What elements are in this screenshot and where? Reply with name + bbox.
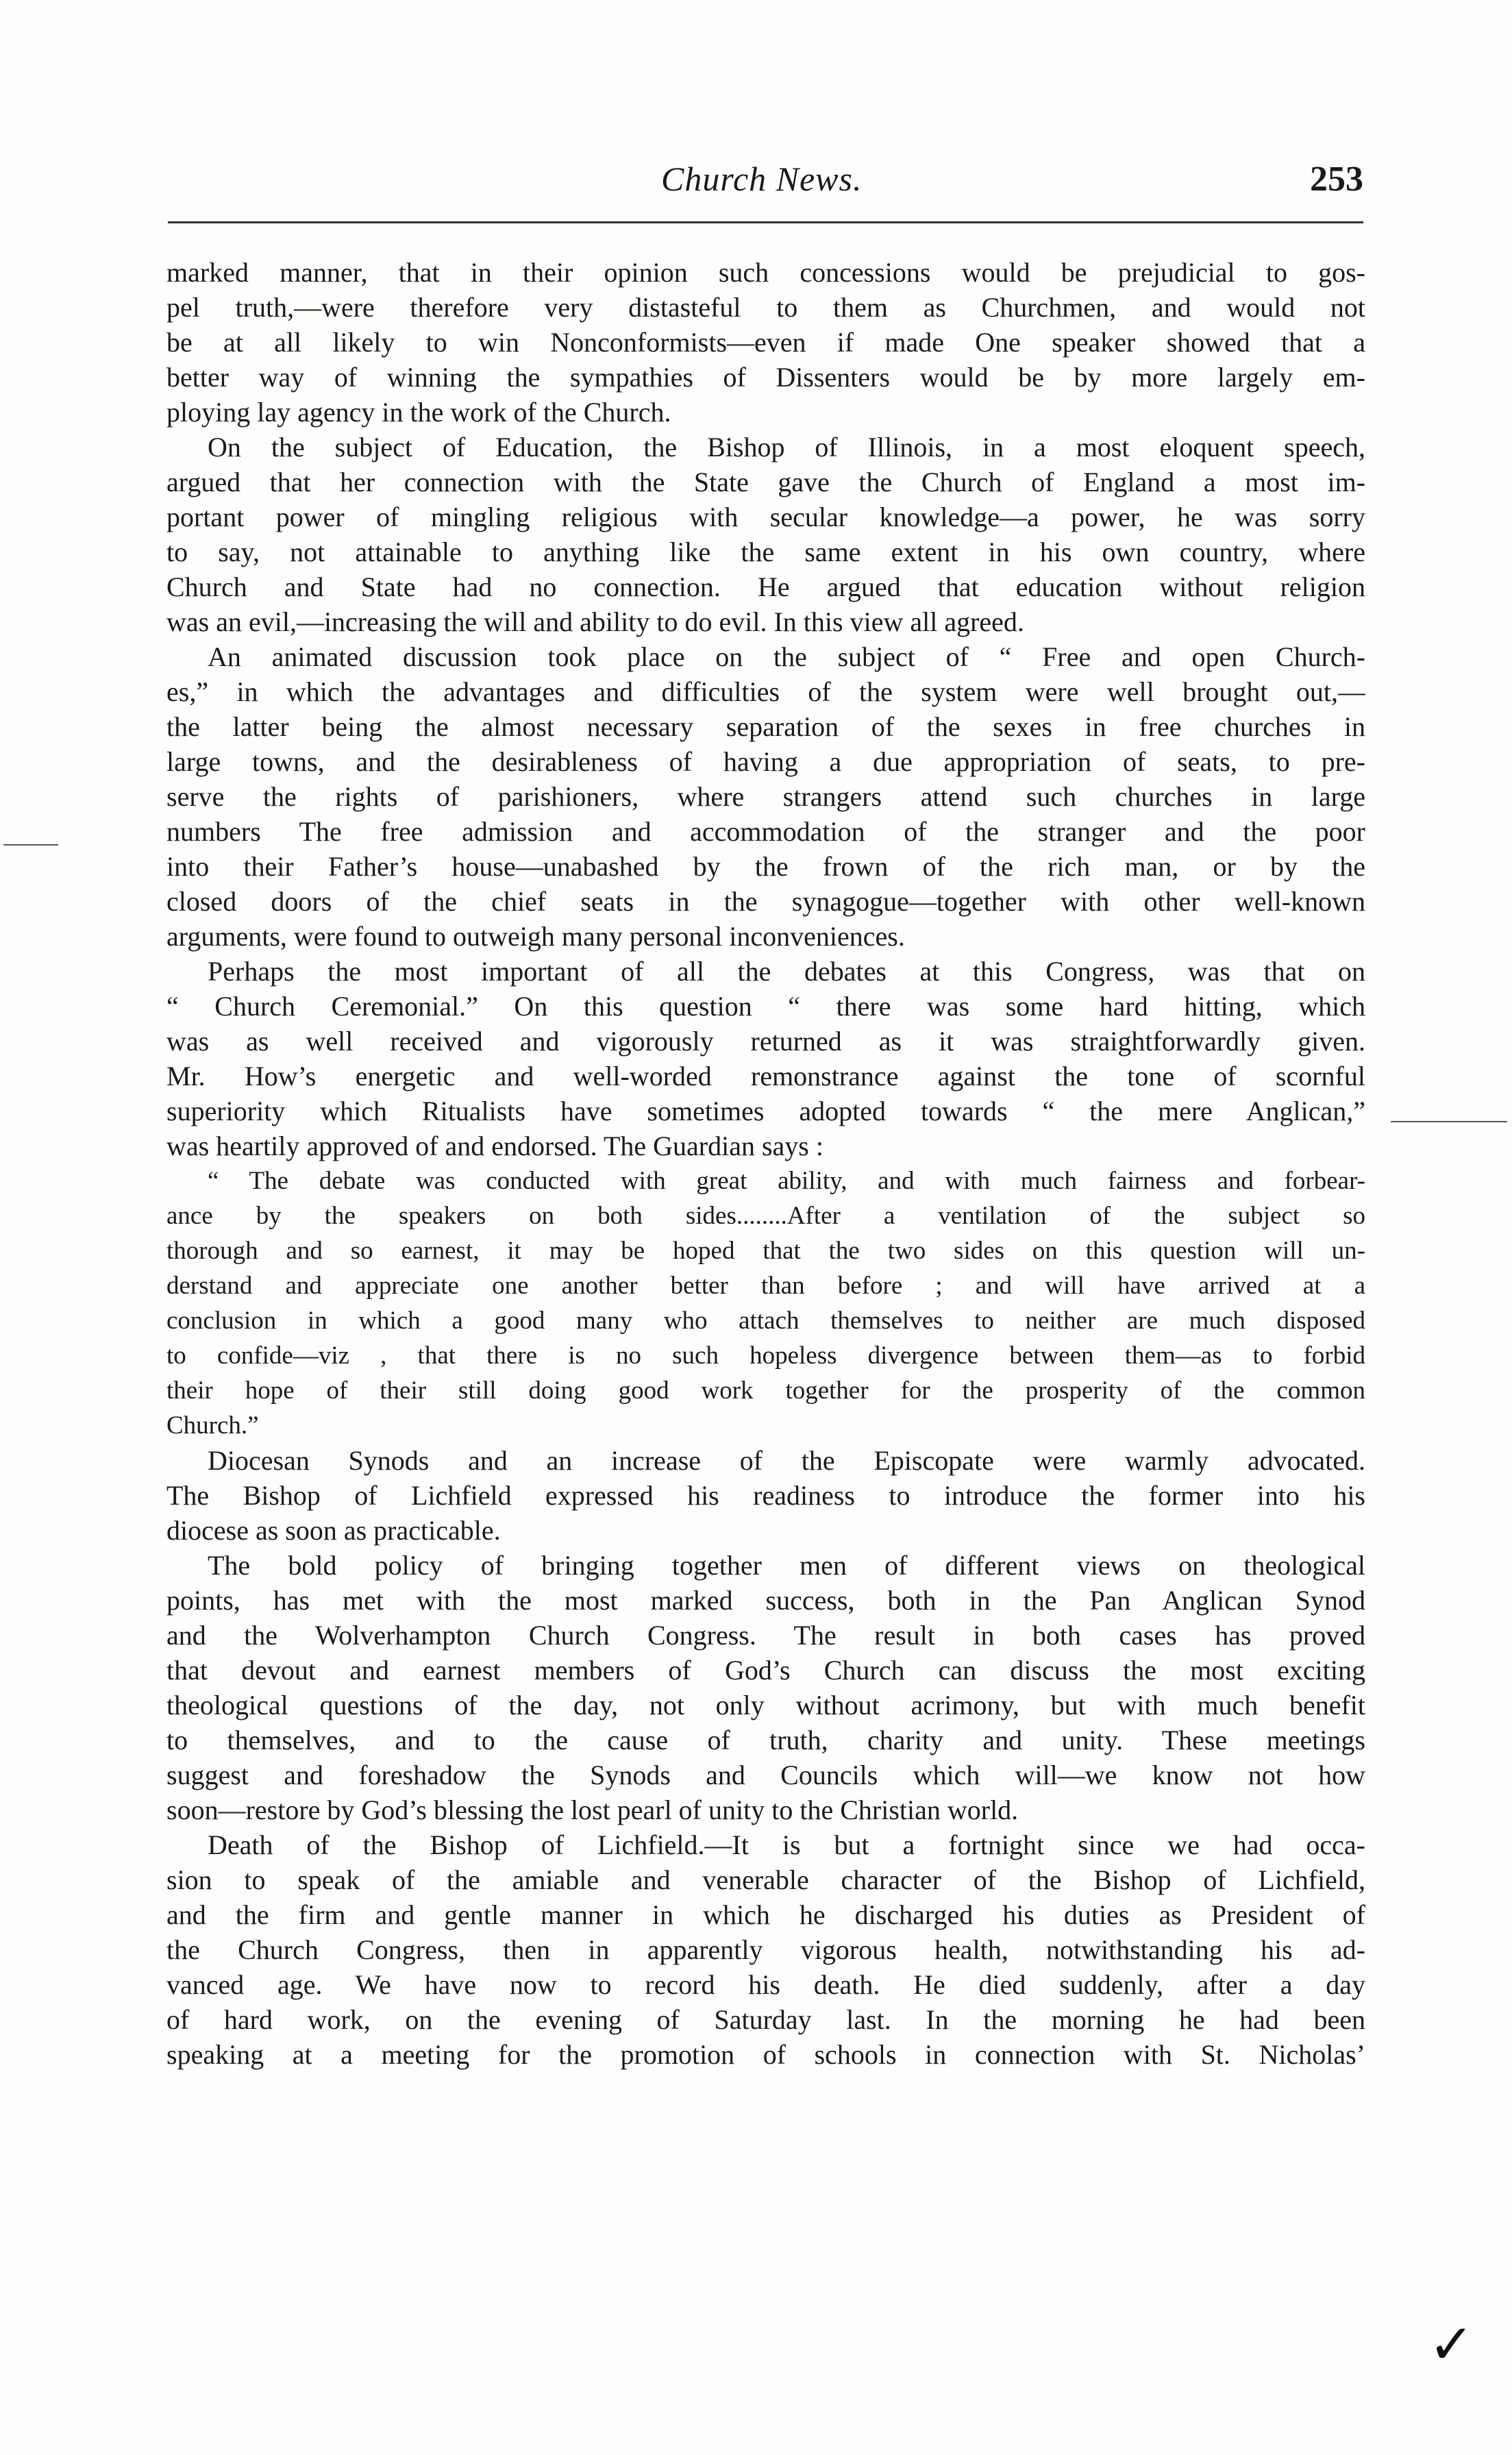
text-line: that devout and earnest members of God’s Church can discuss the most exciting bbox=[166, 1655, 1365, 1686]
quote-line: “ The debate was conducted with great ability, and with much fairness and forbear- bbox=[208, 1167, 1365, 1195]
text-line: to themselves, and to the cause of truth, charity and unity. These meetings bbox=[166, 1725, 1365, 1755]
text-line: Diocesan Synods and an increase of the Episcopate were warmly advocated. bbox=[208, 1445, 1365, 1476]
quote-line: to confide—viz , that there is no such hopeless divergence between them—as to forbid bbox=[166, 1342, 1365, 1370]
text-line: points, has met with the most marked success, both in the Pan Anglican Synod bbox=[166, 1585, 1365, 1616]
quote-line: Church.” bbox=[166, 1411, 259, 1440]
header-rule bbox=[168, 221, 1363, 223]
text-line: diocese as soon as practicable. bbox=[166, 1515, 501, 1546]
text-line: arguments, were found to outweigh many personal inconveniences. bbox=[166, 921, 905, 952]
text-line: Church and State had no connection. He argued that education without religion bbox=[166, 571, 1365, 602]
quote-line: their hope of their still doing good work together for the prosperity of the common bbox=[166, 1377, 1365, 1405]
text-line: argued that her connection with the State gave the Church of England a most im- bbox=[166, 467, 1365, 497]
text-line: theological questions of the day, not only without acrimony, but with much benefit bbox=[166, 1690, 1365, 1720]
text-line: closed doors of the chief seats in the synagogue—together with other well-known bbox=[166, 886, 1365, 917]
text-line: An animated discussion took place on the subject of “ Free and open Church- bbox=[208, 641, 1365, 672]
text-line: superiority which Ritualists have sometimes adopted towards “ the mere Anglican,” bbox=[166, 1096, 1365, 1126]
text-line: pel truth,—were therefore very distasteful to them as Churchmen, and would not bbox=[166, 292, 1365, 323]
text-line: marked manner, that in their opinion such concessions would be prejudicial to gos- bbox=[166, 257, 1365, 288]
margin-pencil-mark bbox=[1391, 1121, 1507, 1122]
check-mark-icon: ✓ bbox=[1428, 2312, 1475, 2376]
text-line: sion to speak of the amiable and venerable character of the Bishop of Lichfield, bbox=[166, 1864, 1365, 1895]
text-line: The bold policy of bringing together men of different views on theological bbox=[208, 1550, 1365, 1581]
text-line: the Church Congress, then in apparently vigorous health, notwithstanding his ad- bbox=[166, 1934, 1365, 1965]
text-line: Death of the Bishop of Lichfield.—It is but a fortnight since we had occa- bbox=[208, 1829, 1365, 1860]
text-line: better way of winning the sympathies of Dissenters would be by more largely em- bbox=[166, 362, 1365, 393]
margin-pencil-mark bbox=[3, 844, 58, 846]
text-line: Mr. How’s energetic and well-worded remonstrance against the tone of scornful bbox=[166, 1061, 1365, 1091]
text-line: ploying lay agency in the work of the Church. bbox=[166, 397, 671, 428]
text-line: was an evil,—increasing the will and ability to do evil. In this view all agreed. bbox=[166, 606, 1024, 637]
text-line: the latter being the almost necessary separation of the sexes in free churches in bbox=[166, 711, 1365, 742]
text-line: be at all likely to win Nonconformists—even if made One speaker showed that a bbox=[166, 327, 1365, 358]
quote-line: ance by the speakers on both sides........After a ventilation of the subject so bbox=[166, 1202, 1365, 1230]
text-line: vanced age. We have now to record his death. He died suddenly, after a day bbox=[166, 1969, 1365, 2000]
text-line: and the firm and gentle manner in which he discharged his duties as President of bbox=[166, 1899, 1365, 1930]
text-line: to say, not attainable to anything like the same extent in his own country, where bbox=[166, 536, 1365, 567]
text-line: On the subject of Education, the Bishop of Illinois, in a most eloquent speech, bbox=[208, 432, 1365, 462]
text-line: numbers The free admission and accommodation of the stranger and the poor bbox=[166, 816, 1365, 847]
body-text bbox=[166, 255, 1365, 2072]
text-line: was heartily approved of and endorsed. The Guardian says : bbox=[166, 1131, 823, 1161]
quote-line: thorough and so earnest, it may be hoped that the two sides on this question will un- bbox=[166, 1237, 1365, 1265]
running-title: Church News. bbox=[661, 160, 863, 198]
text-line: serve the rights of parishioners, where strangers attend such churches in large bbox=[166, 781, 1365, 812]
text-line: suggest and foreshadow the Synods and Councils which will—we know not how bbox=[166, 1760, 1365, 1790]
text-line: es,” in which the advantages and difficulties of the system were well brought out,— bbox=[166, 676, 1365, 707]
text-line: “ Church Ceremonial.” On this question “ there was some hard hitting, which bbox=[166, 991, 1365, 1022]
quote-line: derstand and appreciate one another better than before ; and will have arrived at a bbox=[166, 1272, 1365, 1300]
text-line: portant power of mingling religious with secular knowledge—a power, he was sorry bbox=[166, 502, 1365, 532]
quote-line: conclusion in which a good many who attach themselves to neither are much disposed bbox=[166, 1307, 1365, 1335]
text-line: large towns, and the desirableness of having a due appropriation of seats, to pre- bbox=[166, 746, 1365, 777]
page-number: 253 bbox=[1310, 160, 1363, 199]
text-line: Perhaps the most important of all the debates at this Congress, was that on bbox=[208, 956, 1365, 987]
page-header bbox=[168, 159, 1363, 214]
text-line: into their Father’s house—unabashed by the frown of the rich man, or by the bbox=[166, 851, 1365, 882]
text-line: speaking at a meeting for the promotion of schools in connection with St. Nicholas’ bbox=[166, 2039, 1365, 2070]
text-line: soon—restore by God’s blessing the lost pearl of unity to the Christian world. bbox=[166, 1794, 1019, 1825]
text-line: The Bishop of Lichfield expressed his readiness to introduce the former into his bbox=[166, 1480, 1365, 1511]
text-line: and the Wolverhampton Church Congress. The result in both cases has proved bbox=[166, 1620, 1365, 1651]
text-line: of hard work, on the evening of Saturday last. In the morning he had been bbox=[166, 2004, 1365, 2035]
text-line: was as well received and vigorously returned as it was straightforwardly given. bbox=[166, 1026, 1365, 1057]
